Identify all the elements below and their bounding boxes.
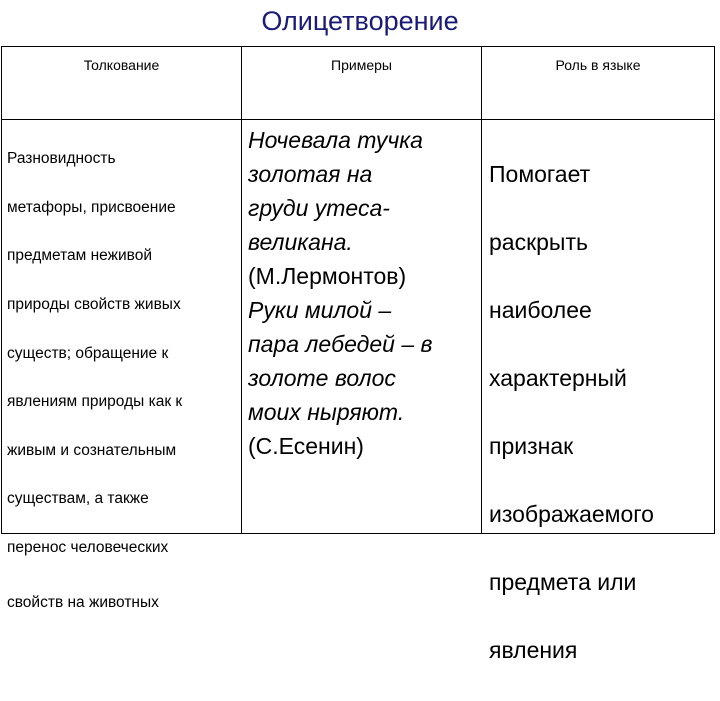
definition-line: Разновидность xyxy=(7,150,116,168)
example-line: золотая на xyxy=(248,161,373,187)
example-line: Ночевала тучка xyxy=(248,127,423,153)
definition-line: живым и сознательным xyxy=(7,441,177,459)
definition-line: существам, а также xyxy=(7,490,149,508)
role-cell xyxy=(489,123,714,701)
example-line: моих ныряют. xyxy=(248,399,405,425)
slide-title: Олицетворение xyxy=(261,6,459,36)
definition-line: свойств на животных xyxy=(7,593,159,611)
example-line: груди утеса- xyxy=(248,195,390,221)
role-line: явления xyxy=(489,637,578,663)
definition-line: перенос человеческих xyxy=(7,539,169,557)
example-line: великана. xyxy=(248,229,353,255)
header-divider xyxy=(2,119,714,120)
role-line: Помогает xyxy=(489,161,591,187)
example-line: пара лебедей – в xyxy=(248,331,433,357)
header-interpretation: Толкование xyxy=(83,57,160,73)
role-line: характерный xyxy=(489,365,627,391)
example-line: (С.Есенин) xyxy=(248,433,364,459)
role-line: предмета или xyxy=(489,569,637,595)
example-line: Руки милой – xyxy=(248,297,392,323)
definition-cell xyxy=(7,123,239,639)
example-line: золоте волос xyxy=(248,365,396,391)
role-line: наиболее xyxy=(489,297,592,323)
role-line: изображаемого xyxy=(489,501,654,527)
definition-line: существ; обращение к xyxy=(7,344,169,362)
definition-line: предметам неживой xyxy=(7,247,152,265)
role-line: раскрыть xyxy=(489,229,588,255)
examples-cell xyxy=(248,123,484,463)
role-line: признак xyxy=(489,433,574,459)
definition-line: явлениям природы как к xyxy=(7,393,183,411)
definition-line: природы свойств живых xyxy=(7,296,181,314)
definition-line: метафоры, присвоение xyxy=(7,198,176,216)
header-examples: Примеры xyxy=(331,57,392,73)
definition-table xyxy=(1,46,715,663)
example-line: (М.Лермонтов) xyxy=(248,263,407,289)
header-role: Роль в языке xyxy=(555,57,641,73)
